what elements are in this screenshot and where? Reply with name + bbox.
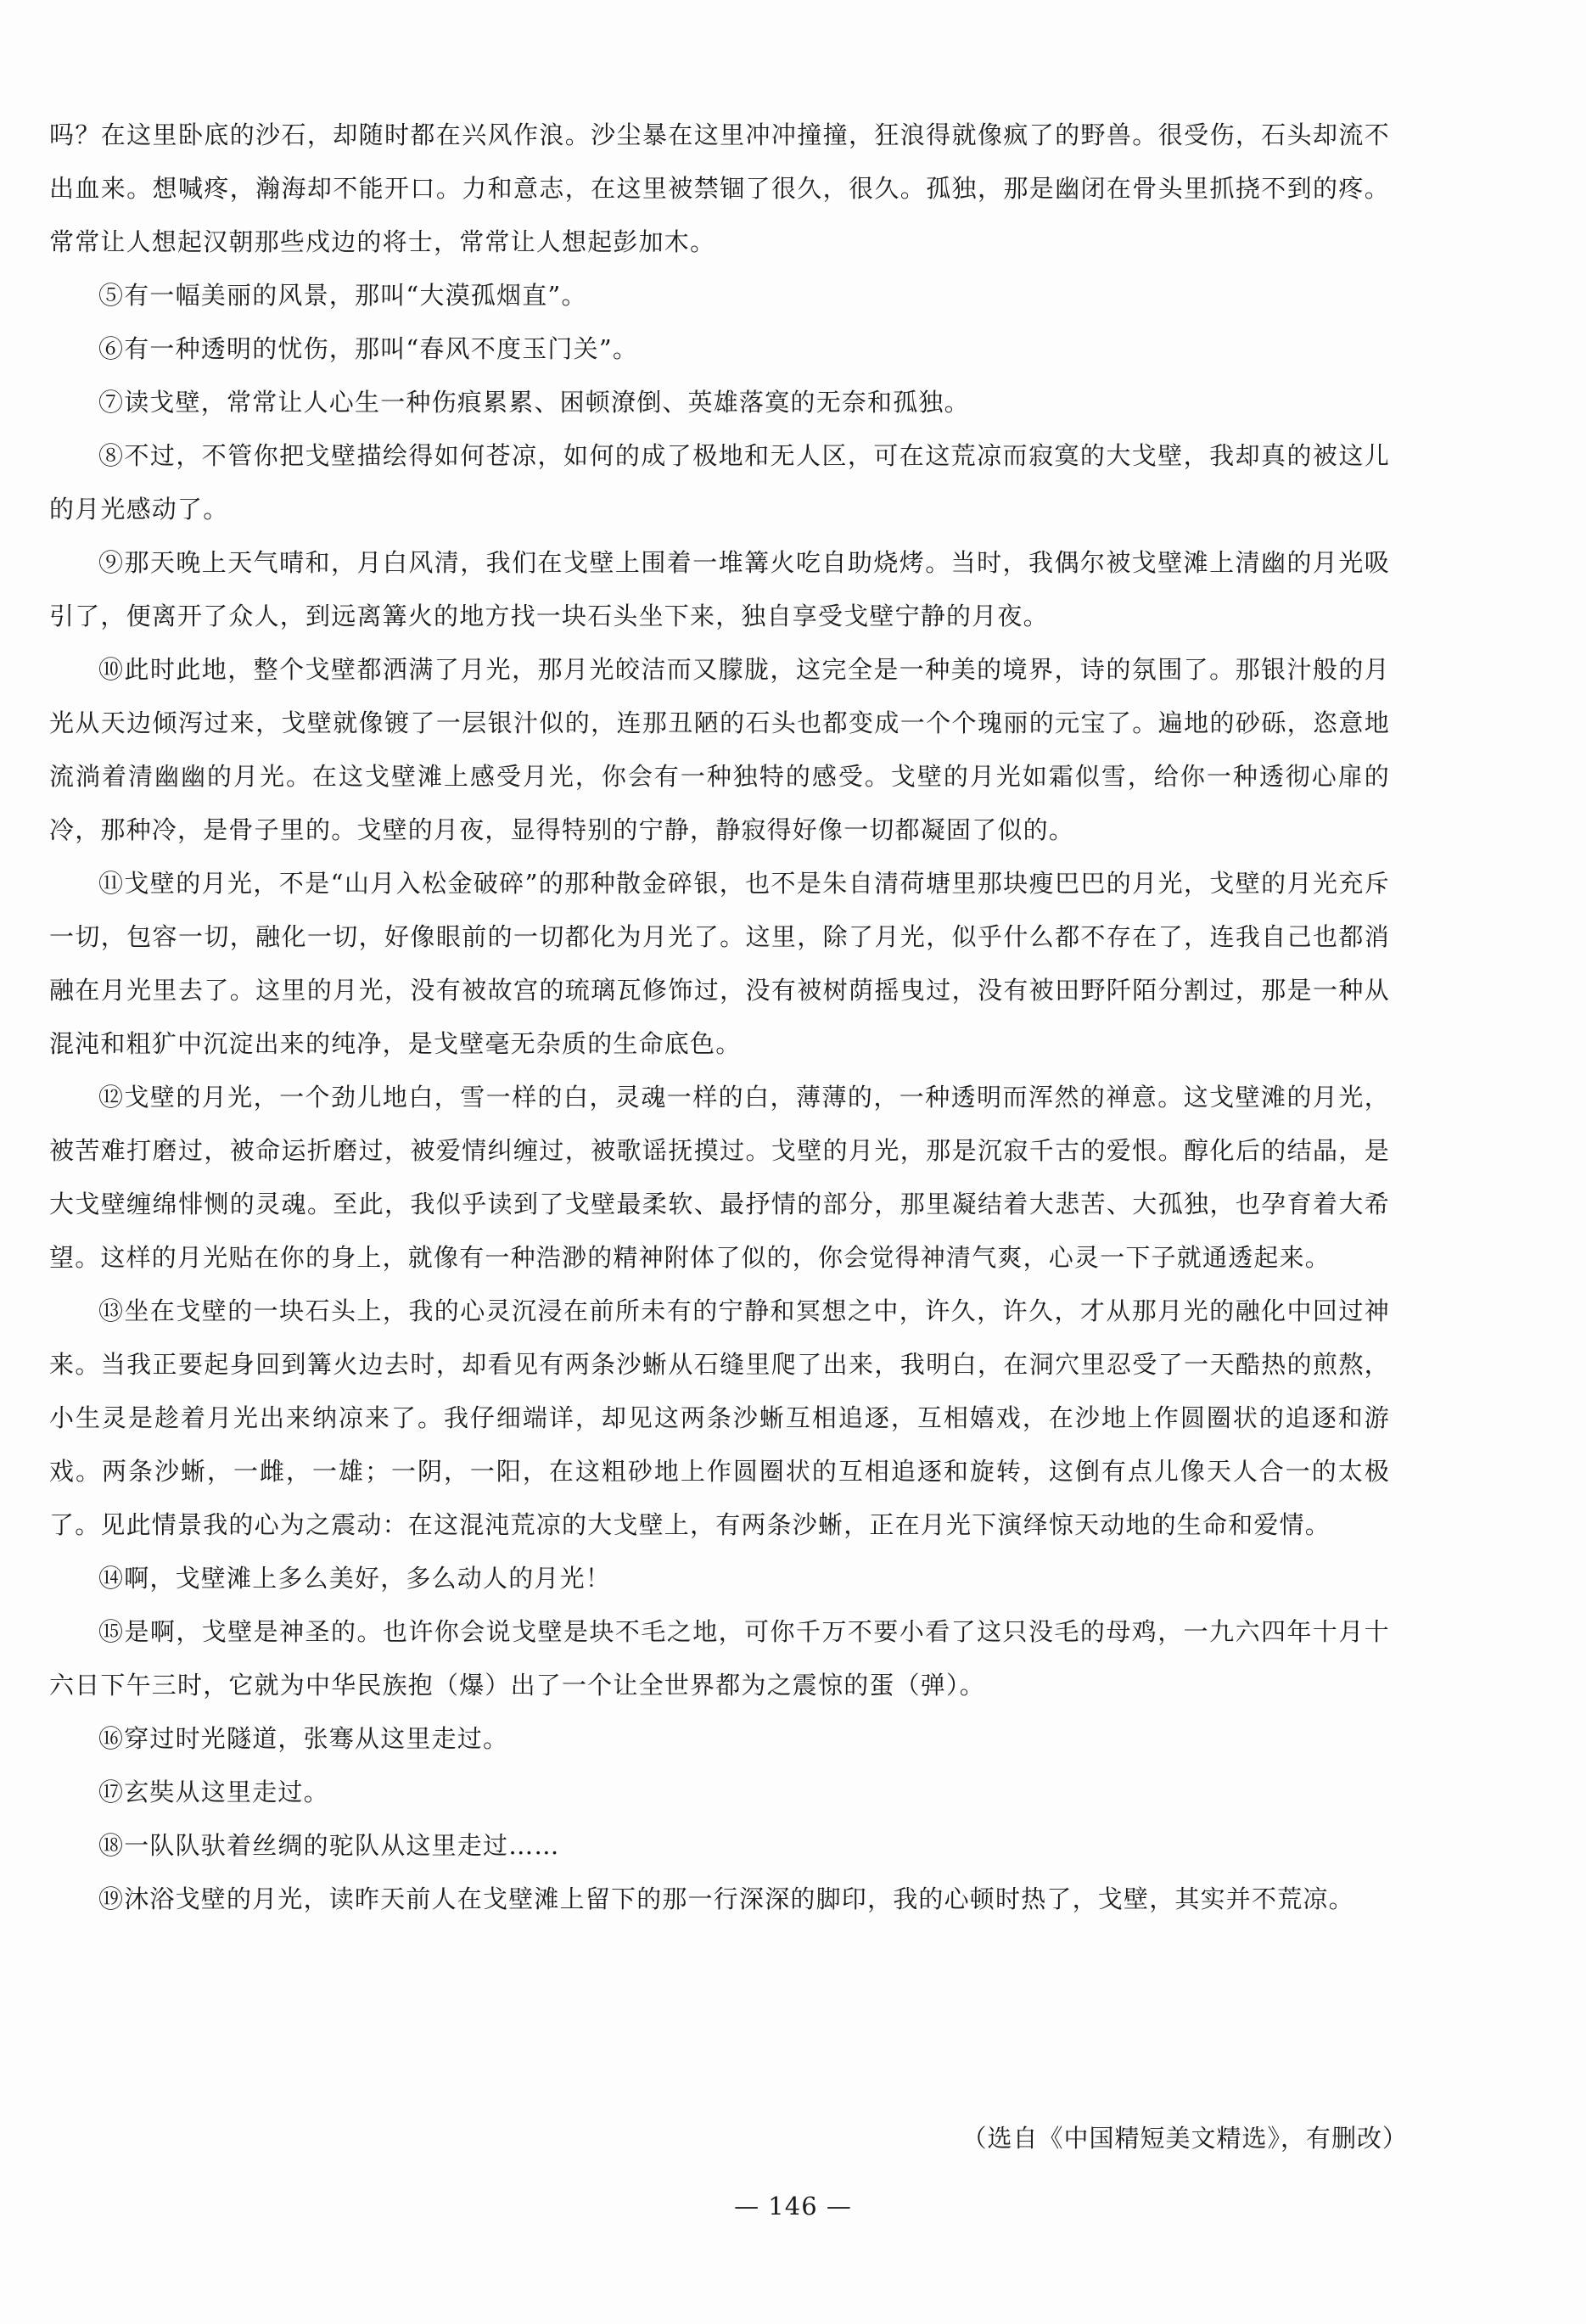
paragraph-16: ⑯穿过时光隧道，张骞从这里走过。 xyxy=(98,1724,509,1753)
paragraph-12: ⑫戈壁的月光，一个劲儿地白，雪一样的白，灵魂一样的白，薄薄的，一种透明而浑然的禅意。这戈壁滩的月光，被苦难打磨过，被命运折磨过，被爱情纠缠过，被歌谣抚摸过。戈壁的月光，那是沉寂千古的爱恨。醇化后的结晶，是大戈壁缠绵悱恻的灵魂。至此，我似乎读到了戈壁最柔软、最抒情的部分，那里凝结着大悲苦、大孤独，也孕育着大希望。这样的月光贴在你的身上，就像有一种浩渺的精神附体了似的，你会觉得神清气爽，心灵一下子就通透起来。 xyxy=(49,1083,1390,1272)
paragraph-5: ⑤有一幅美丽的风景，那叫“大漠孤烟直”。 xyxy=(98,281,587,310)
paragraph-18: ⑱一队队驮着丝绸的驼队从这里走过…… xyxy=(98,1831,560,1860)
paragraph-1: 吗？在这里卧底的沙石，却随时都在兴风作浪。沙尘暴在这里冲冲撞撞，狂浪得就像疯了的野兽。很受伤，石头却流不出血来。想喊疼，瀚海却不能开口。力和意志，在这里被禁锢了很久，很久。孤独，那是幽闭在骨头里抓挠不到的疼。常常让人想起汉朝那些戍边的将士，常常让人想起彭加木。 xyxy=(49,120,1390,256)
paragraph-6: ⑥有一种透明的忧伤，那叫“春风不度玉门关”。 xyxy=(98,334,639,363)
paragraph-19: ⑲沐浴戈壁的月光，读昨天前人在戈壁滩上留下的那一行深深的脚印，我的心顿时热了，戈壁，其实并不荒凉。 xyxy=(98,1884,1354,1913)
paragraph-9: ⑨那天晚上天气晴和，月白风清，我们在戈壁上围着一堆篝火吃自助烧烤。当时，我偶尔被戈壁滩上清幽的月光吸引了，便离开了众人，到远离篝火的地方找一块石头坐下来，独自享受戈壁宁静的月夜。 xyxy=(49,548,1390,630)
article-body xyxy=(49,109,1390,1926)
paragraph-7: ⑦读戈壁，常常让人心生一种伤痕累累、困顿潦倒、英雄落寞的无奈和孤独。 xyxy=(98,388,970,417)
paragraph-8: ⑧不过，不管你把戈壁描绘得如何苍凉，如何的成了极地和无人区，可在这荒凉而寂寞的大戈壁，我却真的被这儿的月光感动了。 xyxy=(49,441,1390,524)
source-citation: （选自《中国精短美文精选》，有删改） xyxy=(961,2124,1408,2153)
paragraph-14: ⑭啊，戈壁滩上多么美好，多么动人的月光！ xyxy=(98,1564,612,1593)
paragraph-13: ⑬坐在戈壁的一块石头上，我的心灵沉浸在前所未有的宁静和冥想之中，许久，许久，才从那月光的融化中回过神来。当我正要起身回到篝火边去时，却看见有两条沙蜥从石缝里爬了出来，我明白，在洞穴里忍受了一天酷热的煎熬，小生灵是趁着月光出来纳凉来了。我仔细端详，却见这两条沙蜥互相追逐，互相嬉戏，在沙地上作圆圈状的追逐和游戏。两条沙蜥，一雌，一雄；一阴，一阳，在这粗砂地上作圆圈状的互相追逐和旋转，这倒有点儿像天人合一的太极了。见此情景我的心为之震动：在这混沌荒凉的大戈壁上，有两条沙蜥，正在月光下演绎惊天动地的生命和爱情。 xyxy=(49,1296,1390,1539)
paragraph-11: ⑪戈壁的月光，不是“山月入松金破碎”的那种散金碎银，也不是朱自清荷塘里那块瘦巴巴的月光，戈壁的月光充斥一切，包容一切，融化一切，好像眼前的一切都化为月光了。这里，除了月光，似乎什么都不存在了，连我自己也都消融在月光里去了。这里的月光，没有被故宫的琉璃瓦修饰过，没有被树荫摇曳过，没有被田野阡陌分割过，那是一种从混沌和粗犷中沉淀出来的纯净，是戈壁毫无杂质的生命底色。 xyxy=(49,869,1390,1058)
page-number: — 146 — xyxy=(734,2192,852,2220)
paragraph-10: ⑩此时此地，整个戈壁都洒满了月光，那月光皎洁而又朦胧，这完全是一种美的境界，诗的氛围了。那银汁般的月光从天边倾泻过来，戈壁就像镀了一层银汁似的，连那丑陋的石头也都变成一个个瑰丽的元宝了。遍地的砂砾，恣意地流淌着清幽幽的月光。在这戈壁滩上感受月光，你会有一种独特的感受。戈壁的月光如霜似雪，给你一种透彻心扉的冷，那种冷，是骨子里的。戈壁的月夜，显得特别的宁静，静寂得好像一切都凝固了似的。 xyxy=(49,655,1390,844)
paragraph-17: ⑰玄奘从这里走过。 xyxy=(98,1778,329,1806)
paragraph-15: ⑮是啊，戈壁是神圣的。也许你会说戈壁是块不毛之地，可你千万不要小看了这只没毛的母鸡，一九六四年十月十六日下午三时，它就为中华民族抱（爆）出了一个让全世界都为之震惊的蛋（弹）。 xyxy=(49,1617,1390,1700)
